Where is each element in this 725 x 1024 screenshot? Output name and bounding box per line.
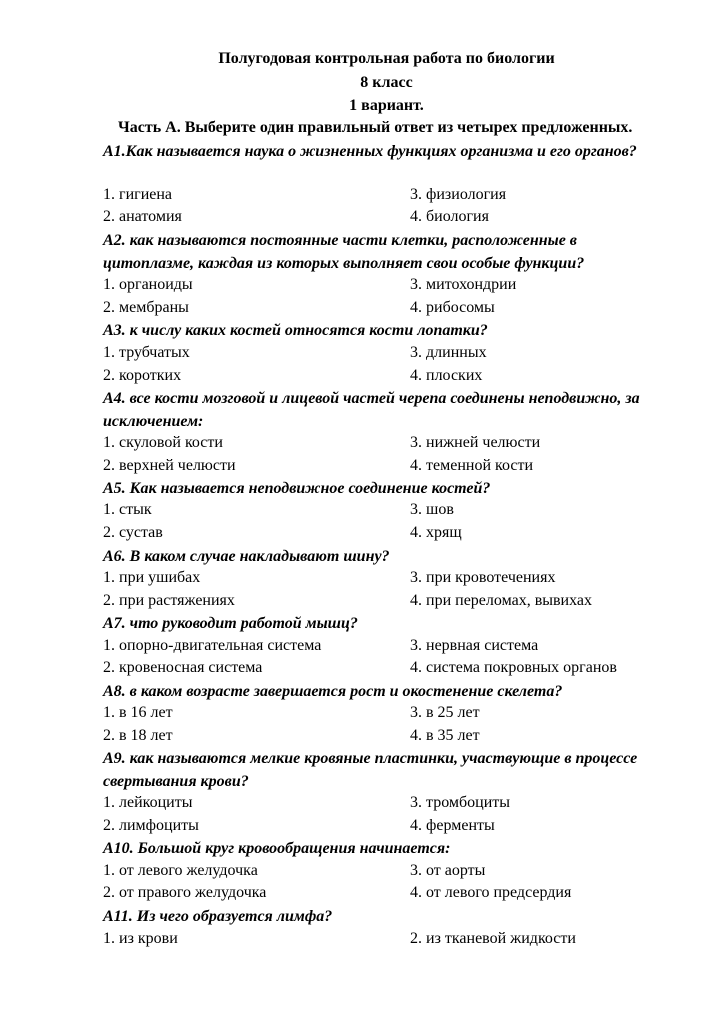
answer-option: 3. физиология	[410, 186, 507, 203]
answer-option: 3. от аорты	[410, 862, 486, 879]
question-a4: А4. все кости мозговой и лицевой частей черепа соединены неподвижно, за исключением:	[103, 390, 640, 430]
question-a11: А11. Из чего образуется лимфа?	[103, 908, 333, 925]
answer-option: 2. сустав	[103, 524, 163, 541]
answer-option: 3. шов	[410, 501, 454, 518]
answer-option: 4. хрящ	[410, 524, 462, 541]
answer-option: 4. от левого предсердия	[410, 884, 572, 901]
answer-option: 2. при растяжениях	[103, 592, 235, 609]
question-a6: А6. В каком случае накладывают шину?	[103, 548, 390, 565]
answer-option: 4. ферменты	[410, 817, 495, 834]
answer-option: 4. в 35 лет	[410, 727, 480, 744]
question-a3: А3. к числу каких костей относятся кости лопатки?	[103, 322, 488, 339]
answer-option: 3. длинных	[410, 344, 487, 361]
variant-label: 1 вариант.	[349, 97, 424, 114]
question-a7: А7. что руководит работой мышц?	[103, 615, 358, 632]
question-a5: А5. Как называется неподвижное соединение костей?	[103, 480, 491, 497]
answer-option: 1. при ушибах	[103, 569, 201, 586]
answer-option: 2. анатомия	[103, 208, 182, 225]
answer-option: 2. коротких	[103, 367, 182, 384]
answer-option: 4. биология	[410, 208, 489, 225]
question-a9: А9. как называются мелкие кровяные пластинки, участвующие в процессе свертывания крови?	[103, 750, 638, 790]
answer-option: 3. нервная система	[410, 637, 539, 654]
answer-option: 4. рибосомы	[410, 299, 495, 316]
answer-option: 1. органоиды	[103, 276, 193, 293]
answer-option: 1. трубчатых	[103, 344, 190, 361]
document-title: Полугодовая контрольная работа по биологии	[218, 50, 555, 67]
answer-option: 1. опорно-двигательная система	[103, 637, 322, 654]
answer-option: 3. при кровотечениях	[410, 569, 556, 586]
answer-option: 3. тромбоциты	[410, 794, 511, 811]
answer-option: 4. система покровных органов	[410, 659, 617, 676]
answer-option: 1. скуловой кости	[103, 434, 223, 451]
question-a10: А10. Большой круг кровообращения начинается:	[103, 840, 451, 857]
grade-label: 8 класс	[360, 74, 413, 91]
answer-option: 2. в 18 лет	[103, 727, 173, 744]
answer-option: 1. в 16 лет	[103, 704, 173, 721]
answer-option: 4. при переломах, вывихах	[410, 592, 592, 609]
question-a2: А2. как называются постоянные части клетки, расположенные в цитоплазме, каждая из которых выполняет свои особые функции?	[103, 232, 585, 272]
question-a1: А1.Как называется наука о жизненных функциях организма и его органов?	[103, 143, 637, 160]
answer-option: 1. из крови	[103, 930, 178, 947]
answer-option: 1. гигиена	[103, 186, 173, 203]
answer-option: 2. кровеносная система	[103, 659, 263, 676]
answer-option: 3. нижней челюсти	[410, 434, 541, 451]
answer-option: 3. митохондрии	[410, 276, 517, 293]
answer-option: 1. лейкоциты	[103, 794, 193, 811]
answer-option: 3. в 25 лет	[410, 704, 480, 721]
answer-option: 2. верхней челюсти	[103, 457, 236, 474]
answer-option: 1. стык	[103, 501, 152, 518]
question-a8: А8. в каком возрасте завершается рост и окостенение скелета?	[103, 683, 563, 700]
answer-option: 2. лимфоциты	[103, 817, 199, 834]
part-a-instruction: Часть А. Выберите один правильный ответ из четырех предложенных.	[118, 119, 633, 136]
answer-option: 2. мембраны	[103, 299, 189, 316]
answer-option: 2. из тканевой жидкости	[410, 930, 576, 947]
answer-option: 1. от левого желудочка	[103, 862, 258, 879]
answer-option: 2. от правого желудочка	[103, 884, 267, 901]
answer-option: 4. плоских	[410, 367, 483, 384]
answer-option: 4. теменной кости	[410, 457, 534, 474]
